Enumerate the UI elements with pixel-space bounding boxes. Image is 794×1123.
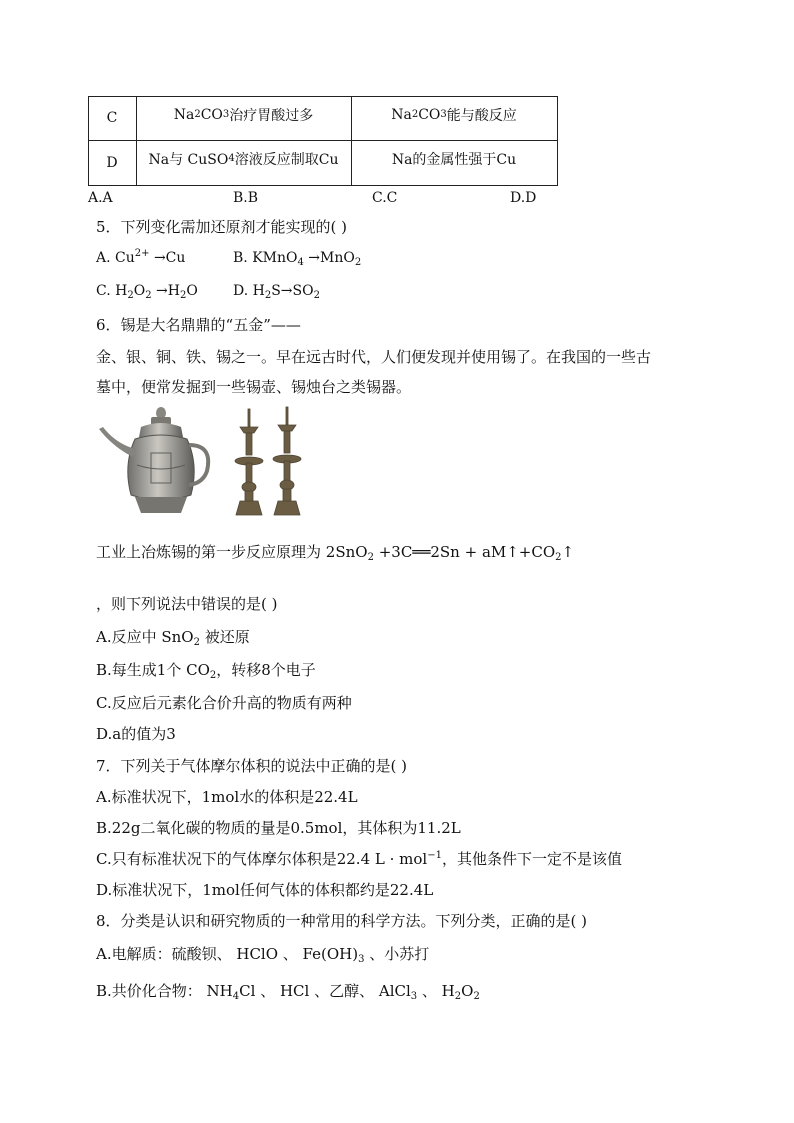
question-7-option-d: D.标准状况下，1mol任何气体的体积都约是22.4L — [96, 881, 434, 899]
option-b: B.B — [233, 190, 259, 206]
question-6-option-c: C.反应后元素化合价升高的物质有两种 — [96, 694, 352, 712]
question-5-stem: 5．下列变化需加还原剂才能实现的( ) — [96, 218, 348, 236]
tin-candlestick-image — [234, 405, 304, 520]
table-cell: Na的金属性强于Cu — [391, 152, 517, 168]
question-5-option-b: B. KMnO$_4$ →MnO$_2$ — [233, 250, 362, 268]
question-6-text: 墓中，便常发掘到一些锡壶、锡烛台之类锡器。 — [96, 378, 412, 396]
question-7-option-b: B.22g二氧化碳的物质的量是0.5mol，其体积为11.2L — [96, 819, 461, 837]
question-5-option-d: D. $H_2S\to SO_2$ — [233, 283, 320, 301]
question-7-stem: 7．下列关于气体摩尔体积的说法中正确的是( ) — [96, 757, 408, 775]
question-6-text: 金、银、铜、铁、锡之一。早在远古时代，人们便发现并使用锡了。在我国的一些古 — [96, 348, 652, 366]
tin-teapot-image — [95, 405, 211, 520]
table-cell: Na与 CuSO 4 溶液反应制取Cu — [148, 152, 339, 168]
row-label: D — [106, 154, 118, 171]
option-c: C.C — [372, 190, 398, 206]
question-7-option-a: A.标准状况下，1mol水的体积是22.4L — [96, 788, 358, 806]
answer-table — [88, 96, 558, 186]
table-cell: Na 2 CO 3 能与酸反应 — [391, 107, 517, 124]
question-5-option-a: A. $Cu^{2+} \to Cu$ — [96, 248, 186, 266]
question-8-option-a: A.电解质：硫酸钡、 HClO 、 $Fe(OH)_3$ 、小苏打 — [96, 945, 430, 965]
question-8-option-b: B.共价化合物： $NH_4Cl$ 、 HCl 、乙醇、 AlCl$_3$ 、 $H_2O_2$ — [96, 982, 480, 1002]
question-6-reaction: 工业上冶炼锡的第一步反应原理为 2SnO$_2$ +3C══2Sn + $aM↑+CO_2↑$ — [96, 543, 575, 563]
question-8-stem: 8．分类是认识和研究物质的一种常用的科学方法。下列分类，正确的是( ) — [96, 912, 588, 930]
question-6-option-d: D.a的值为3 — [96, 725, 176, 743]
question-6-prompt: ，则下列说法中错误的是( ) — [96, 595, 278, 613]
table-border — [88, 185, 558, 186]
question-5-option-c: C. $H_2O_2 \to H_2O$ — [96, 283, 198, 301]
table-border — [557, 96, 558, 186]
option-d: D.D — [510, 190, 537, 206]
question-6-stem: 6．锡是大名鼎鼎的“五金”—— — [96, 316, 301, 334]
row-label: C — [106, 110, 118, 126]
question-6-option-b: B.每生成1个 $CO_2$，转移8个电子 — [96, 661, 316, 681]
option-a: A.A — [88, 190, 113, 206]
question-7-option-c: C.只有标准状况下的气体摩尔体积是22.4 L · mol$^{-1}$，其他条件下一定不是该值 — [96, 850, 622, 868]
table-cell: Na 2 CO 3 治疗胃酸过多 — [173, 107, 314, 124]
question-6-option-a: A.反应中 SnO$_2$ 被还原 — [96, 628, 250, 648]
